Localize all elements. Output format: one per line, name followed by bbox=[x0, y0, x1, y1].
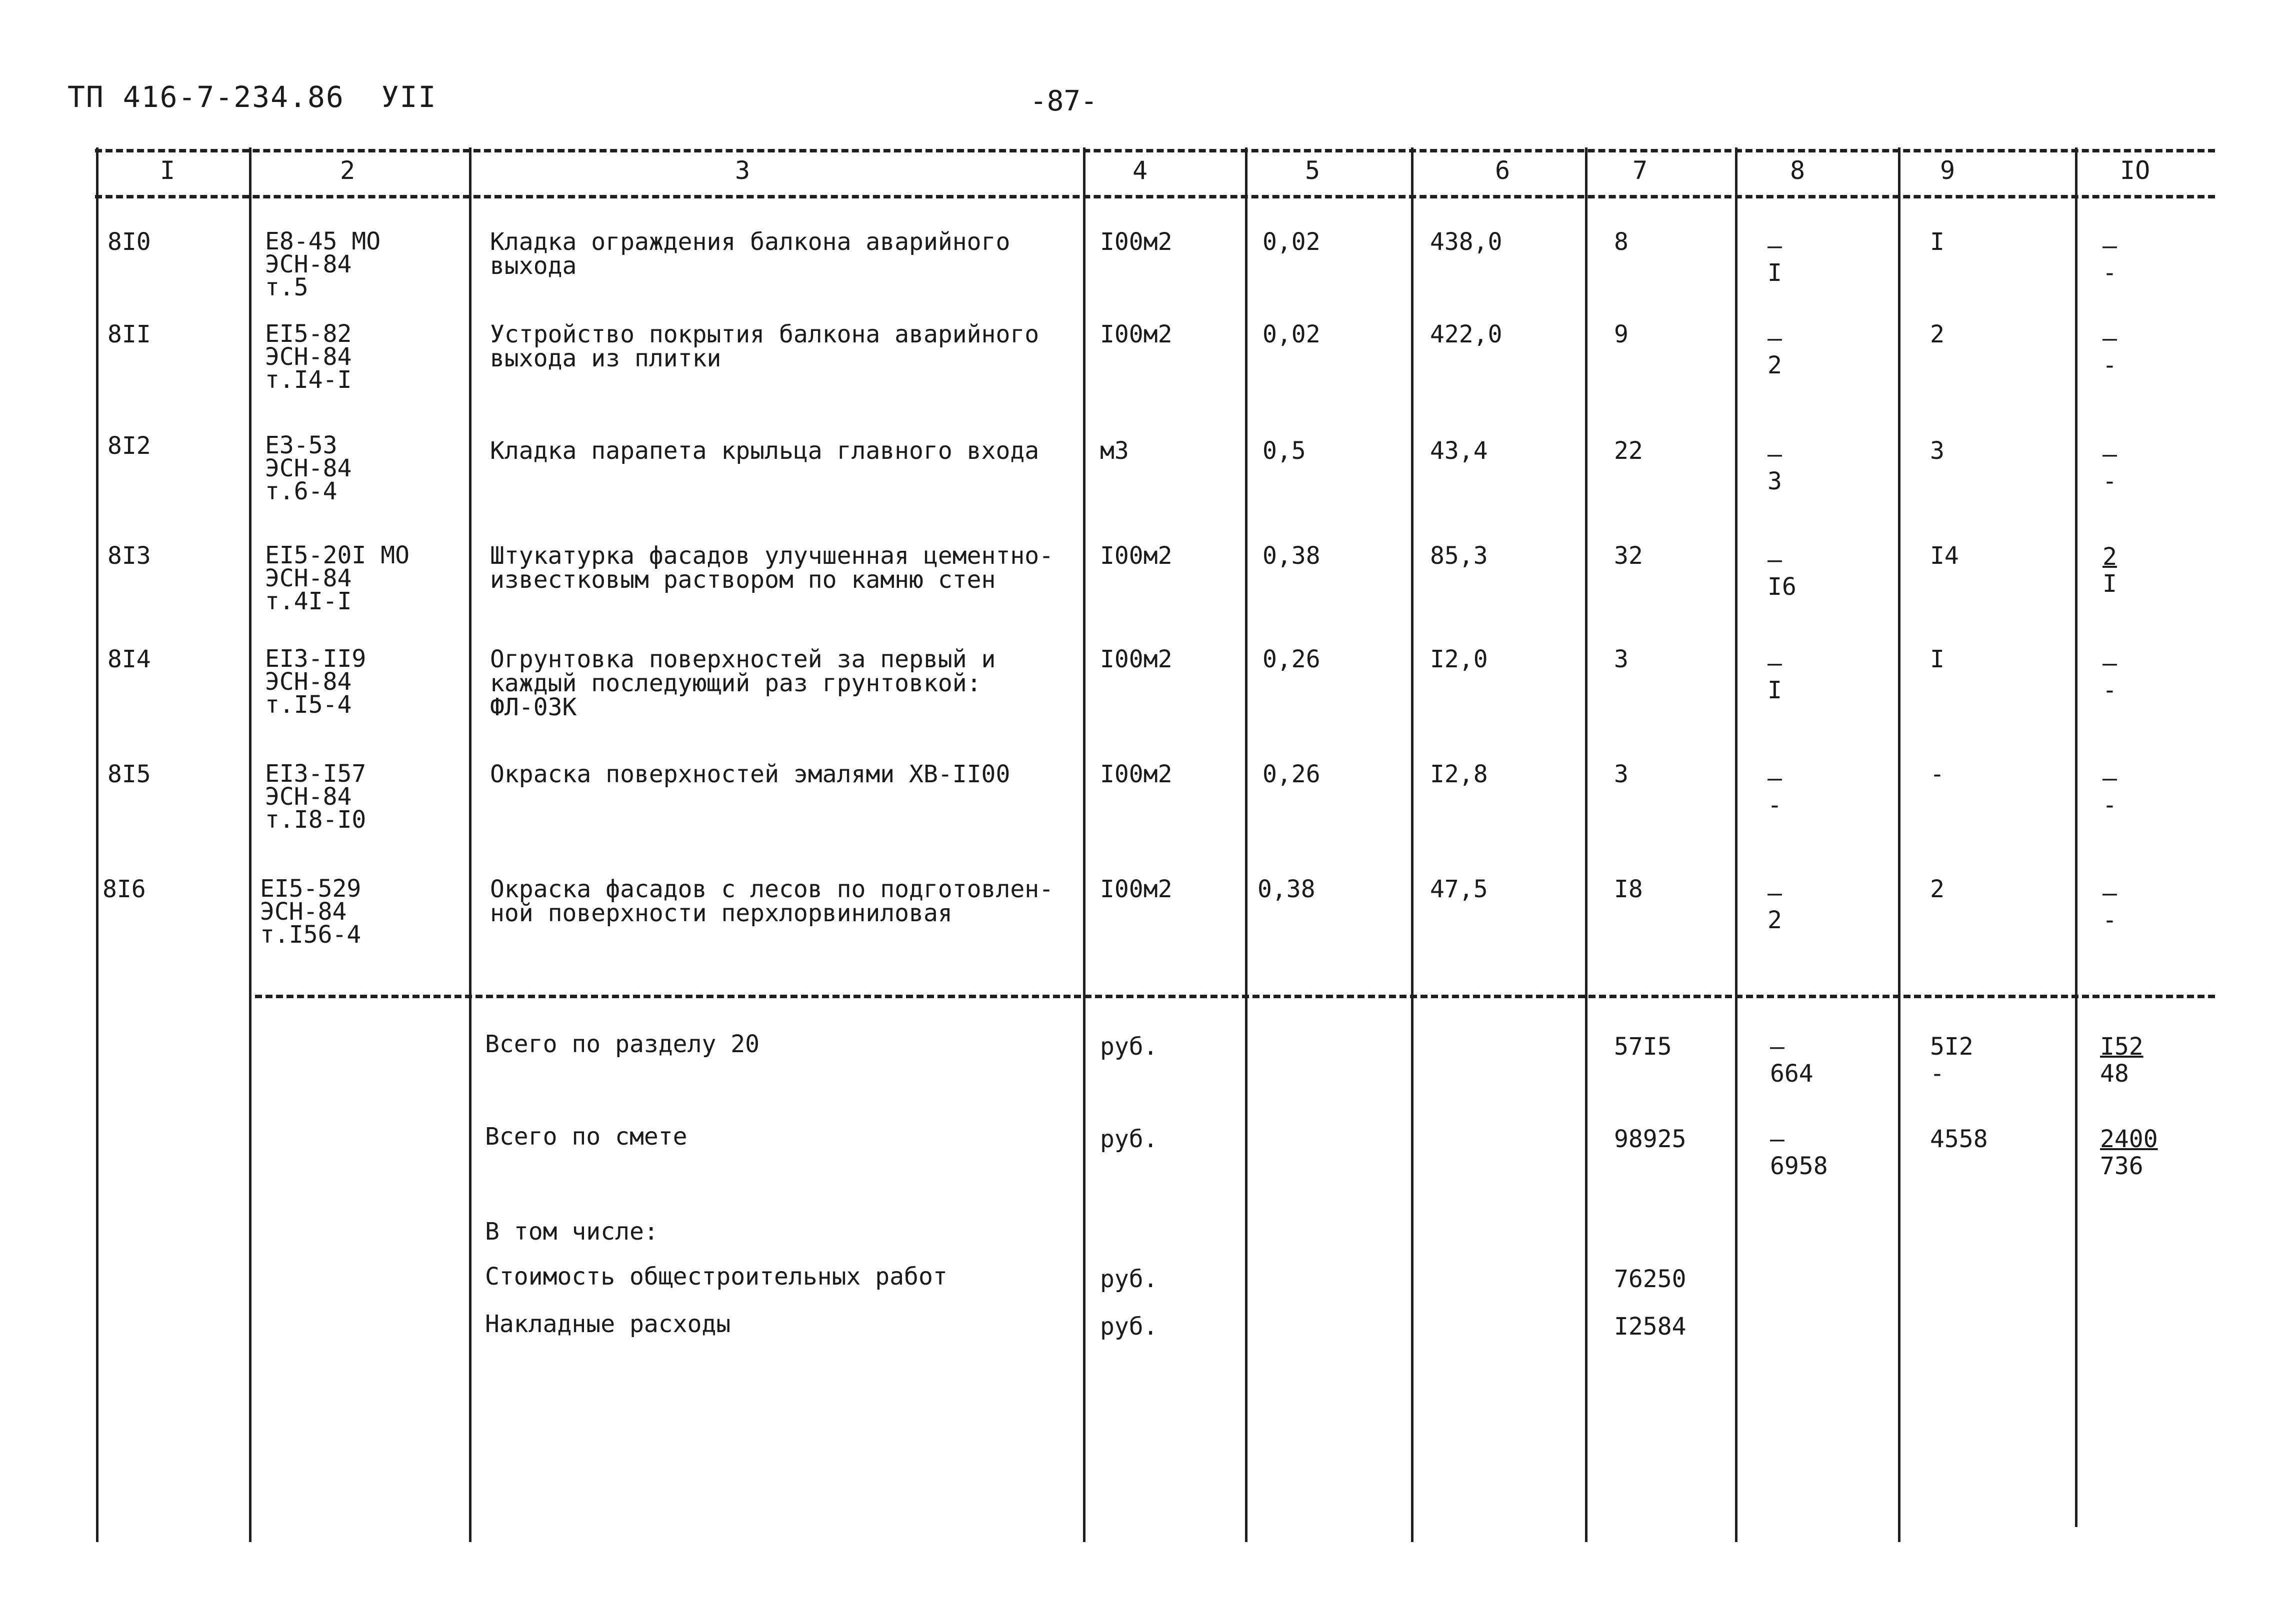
col9-value: 5I2 - bbox=[1930, 1033, 1974, 1088]
unit: руб. bbox=[1100, 1313, 1158, 1341]
col9-value: 2 bbox=[1930, 875, 1944, 903]
unit: I00м2 bbox=[1100, 645, 1172, 673]
norm-code: ЕI5-20I МО ЭСН-84 т.4I-I bbox=[265, 541, 410, 615]
totals-separator-rule bbox=[255, 995, 2215, 998]
total-cost: 32 bbox=[1614, 542, 1643, 570]
col8-fraction: – 6958 bbox=[1770, 1125, 1828, 1180]
general-works-label: Стоимость общестроительных работ bbox=[485, 1263, 948, 1291]
work-description: Устройство покрытия балкона аварийного выхода из плитки bbox=[490, 320, 1040, 372]
norm-code: ЕI5-82 ЭСН-84 т.I4-I bbox=[265, 320, 352, 394]
total-cost: 3 bbox=[1614, 645, 1628, 673]
unit-price: 47,5 bbox=[1430, 875, 1488, 903]
col8-fraction: – - bbox=[1768, 764, 1782, 819]
unit-price: 422,0 bbox=[1430, 320, 1502, 348]
unit: I00м2 bbox=[1100, 542, 1172, 570]
quantity: 0,5 bbox=[1262, 437, 1306, 465]
col9-value: 2 bbox=[1930, 320, 1944, 348]
work-description: Кладка парапета крыльца главного входа bbox=[490, 437, 1040, 465]
unit: I00м2 bbox=[1100, 875, 1172, 903]
norm-code: ЕI3-I57 ЭСН-84 т.I8-I0 bbox=[265, 760, 366, 834]
work-description: Окраска фасадов с лесов по подготовлен- ной поверхности перхлорвиниловая bbox=[490, 875, 1054, 927]
col10-fraction: $\frac{I52}{48}$ bbox=[2100, 1033, 2144, 1088]
norm-code: Е3-53 ЭСН-84 т.6-4 bbox=[265, 431, 352, 505]
column-header-9: 9 bbox=[1940, 156, 1956, 185]
row-number: 8I5 bbox=[108, 760, 151, 788]
column-header-2: 2 bbox=[340, 156, 356, 185]
norm-code: ЕI5-529 ЭСН-84 т.I56-4 bbox=[260, 875, 362, 949]
col9-value: I bbox=[1930, 645, 1944, 673]
total-cost: 9 bbox=[1614, 320, 1628, 348]
unit-price: 438,0 bbox=[1430, 228, 1502, 256]
col8-fraction: – I bbox=[1768, 232, 1782, 287]
col10-fraction: – - bbox=[2102, 232, 2117, 287]
work-description: Огрунтовка поверхностей за первый и каждый последующий раз грунтовкой: ФЛ-03К bbox=[490, 645, 996, 721]
column-header-4: 4 bbox=[1132, 156, 1148, 185]
unit: I00м2 bbox=[1100, 760, 1172, 788]
header-top-rule bbox=[95, 149, 2215, 152]
total-cost: 3 bbox=[1614, 760, 1628, 788]
unit-price: 43,4 bbox=[1430, 437, 1488, 465]
work-description: Окраска поверхностей эмалями ХВ-II00 bbox=[490, 760, 1010, 788]
column-header-10: IO bbox=[2120, 156, 2150, 185]
header-bottom-rule bbox=[95, 195, 2215, 198]
col10-fraction: $\frac{2}{I}$ bbox=[2102, 543, 2117, 598]
col9-value: I4 bbox=[1930, 542, 1959, 570]
quantity: 0,26 bbox=[1262, 645, 1320, 673]
column-header-1: I bbox=[160, 156, 176, 185]
col10-fraction: $\frac{2400}{736}$ bbox=[2100, 1125, 2158, 1180]
col8-fraction: – I6 bbox=[1768, 546, 1796, 601]
col10-fraction: – - bbox=[2102, 649, 2117, 704]
column-header-5: 5 bbox=[1305, 156, 1320, 185]
document-code: ТП 416-7-234.86 УII bbox=[68, 80, 437, 114]
unit: I00м2 bbox=[1100, 320, 1172, 348]
total-cost: I8 bbox=[1614, 875, 1643, 903]
norm-code: Е8-45 МО ЭСН-84 т.5 bbox=[265, 227, 381, 301]
col10-fraction: – - bbox=[2102, 879, 2117, 934]
column-header-8: 8 bbox=[1790, 156, 1806, 185]
quantity: 0,02 bbox=[1262, 320, 1320, 348]
section-total-label: Всего по разделу 20 bbox=[485, 1030, 760, 1058]
col8-fraction: – 664 bbox=[1770, 1033, 1814, 1088]
unit: руб. bbox=[1100, 1033, 1158, 1061]
page-number: -87- bbox=[1030, 85, 1098, 117]
column-header-7: 7 bbox=[1632, 156, 1648, 185]
overhead-label: Накладные расходы bbox=[485, 1310, 731, 1338]
row-number: 8II bbox=[108, 320, 151, 348]
album-number: УII bbox=[381, 80, 437, 114]
col9-value: - bbox=[1930, 760, 1944, 788]
total-cost: I2584 bbox=[1614, 1313, 1686, 1341]
total-cost: 76250 bbox=[1614, 1265, 1686, 1293]
work-description: Кладка ограждения балкона аварийного выхода bbox=[490, 228, 1010, 280]
unit-price: I2,0 bbox=[1430, 645, 1488, 673]
col8-fraction: – 2 bbox=[1768, 324, 1782, 379]
row-number: 8I4 bbox=[108, 645, 151, 673]
col9-value: 3 bbox=[1930, 437, 1944, 465]
row-number: 8I6 bbox=[102, 875, 146, 903]
work-description: Штукатурка фасадов улучшенная цементно- известковым раствором по камню стен bbox=[490, 542, 1054, 594]
including-label: В том числе: bbox=[485, 1218, 658, 1246]
unit-price: I2,8 bbox=[1430, 760, 1488, 788]
col8-fraction: – 3 bbox=[1768, 440, 1782, 495]
unit: м3 bbox=[1100, 437, 1129, 465]
total-cost: 57I5 bbox=[1614, 1033, 1672, 1061]
col10-fraction: – - bbox=[2102, 440, 2117, 495]
column-header-3: 3 bbox=[735, 156, 750, 185]
quantity: 0,38 bbox=[1258, 875, 1316, 903]
quantity: 0,38 bbox=[1262, 542, 1320, 570]
quantity: 0,02 bbox=[1262, 228, 1320, 256]
col10-fraction: – - bbox=[2102, 324, 2117, 379]
col8-fraction: – I bbox=[1768, 649, 1782, 704]
total-cost: 98925 bbox=[1614, 1125, 1686, 1153]
unit: I00м2 bbox=[1100, 228, 1172, 256]
col8-fraction: – 2 bbox=[1768, 879, 1782, 934]
col9-value: I bbox=[1930, 228, 1944, 256]
unit-price: 85,3 bbox=[1430, 542, 1488, 570]
total-cost: 22 bbox=[1614, 437, 1643, 465]
norm-code: ЕI3-II9 ЭСН-84 т.I5-4 bbox=[265, 645, 366, 719]
col9-value: 4558 bbox=[1930, 1125, 1988, 1153]
column-header-6: 6 bbox=[1495, 156, 1510, 185]
estimate-total-label: Всего по смете bbox=[485, 1123, 688, 1151]
row-number: 8I3 bbox=[108, 542, 151, 570]
quantity: 0,26 bbox=[1262, 760, 1320, 788]
unit: руб. bbox=[1100, 1125, 1158, 1153]
unit: руб. bbox=[1100, 1265, 1158, 1293]
col10-fraction: – - bbox=[2102, 764, 2117, 819]
total-cost: 8 bbox=[1614, 228, 1628, 256]
row-number: 8I0 bbox=[108, 228, 151, 256]
row-number: 8I2 bbox=[108, 432, 151, 460]
